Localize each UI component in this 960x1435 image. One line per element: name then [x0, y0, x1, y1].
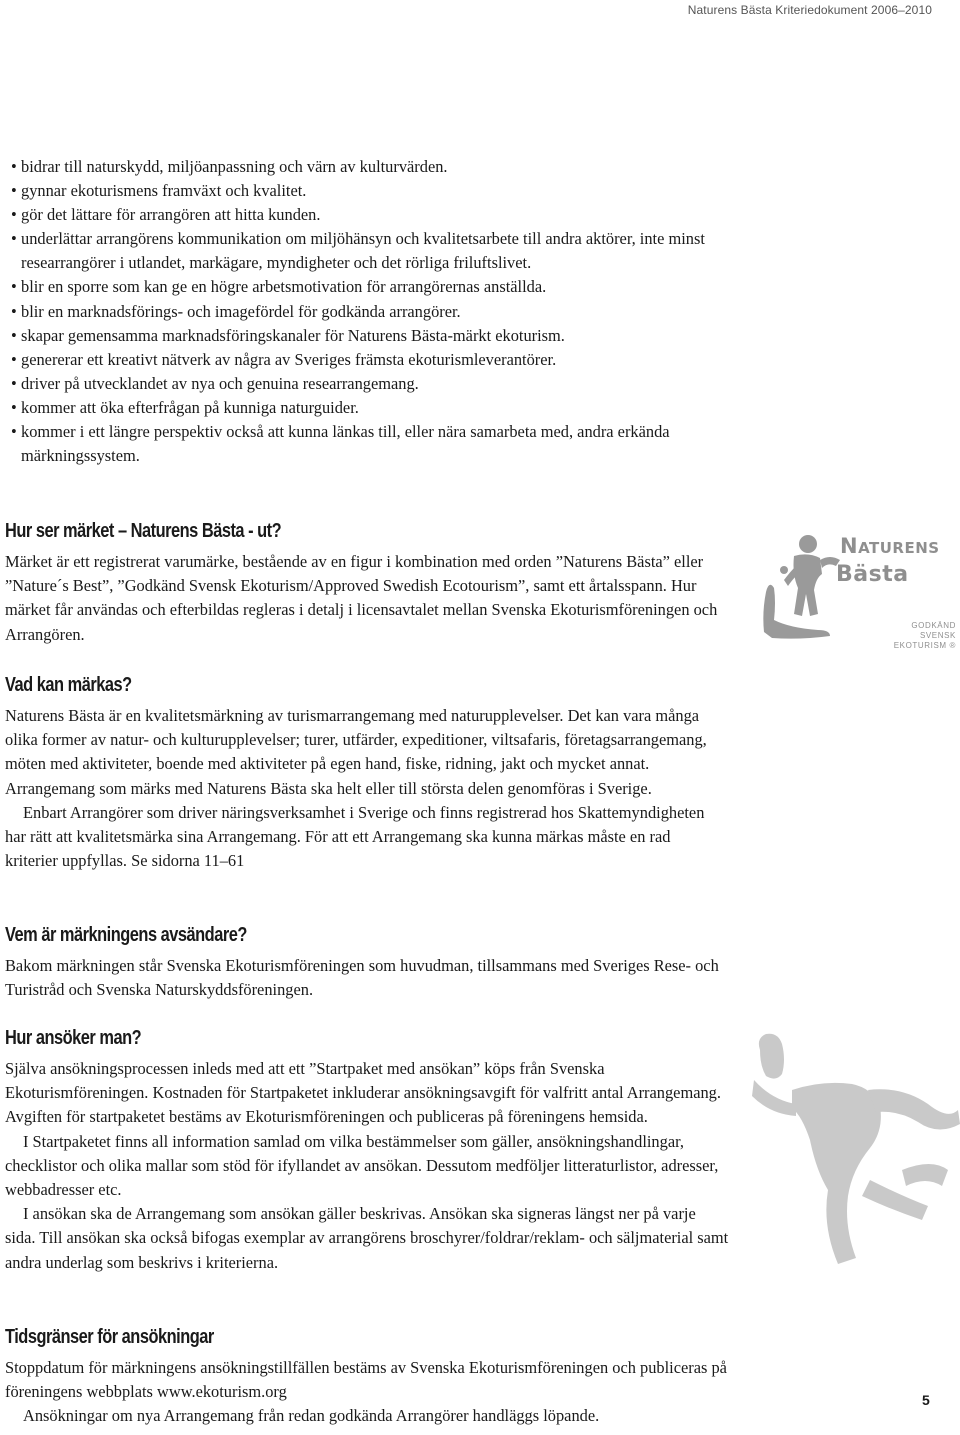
section-heading: Hur ser märket – Naturens Bästa - ut? [5, 520, 282, 542]
section-body [5, 1057, 730, 1275]
list-item: • gör det lättare för arrangören att hitta kunden. [5, 203, 733, 227]
paragraph: I Startpaketet finns all information samlad om vilka bestämmelser som gäller, ansökningshandlingar, checklistor och olika mallar som stöd för ifyllandet av ansökan. Dessutom medföljer litteraturlistor, adresser, webbadresser etc. [5, 1131, 719, 1200]
paragraph: Naturens Bästa är en kvalitetsmärkning av turismarrangemang med naturupplevelser. Det kan vara många olika former av natur- och kulturupplevelser; turer, utfärder, expeditioner, viltsafaris, företagsarrangemang, möten med aktiviteter, boende med aktiviteter på egen hand, fiske, ridning, jakt och mycket annat. Arrangemang som märks med Naturens Bästa ska helt eller till största delen genomföras i Sverige. [5, 706, 707, 798]
paragraph: Ansökningar om nya Arrangemang från redan godkända Arrangörer handläggs löpande. [23, 1406, 600, 1426]
dancing-figure-illustration [752, 1020, 960, 1265]
logo-title-line1: Naturens [840, 534, 940, 558]
section-body [5, 1356, 733, 1429]
running-header: Naturens Bästa Kriteriedokument 2006–2010 [687, 3, 932, 17]
paragraph: Bakom märkningen står Svenska Ekoturismföreningen som huvudman, tillsammans med Sveriges Rese- och Turistråd och Svenska Naturskyddsföreningen. [5, 956, 719, 1000]
paragraph: Märket är ett registrerat varumärke, bestående av en figur i kombination med orden ”Naturens Bästa” eller ”Nature´s Best”, ”Godkänd Svensk Ekoturism/Approved Swedish Ecotourism”, samt ett årtalsspann. Hur märket får användas och efterbildas regleras i detalj i licensavtalet mellan Svenska Ekoturismföreningen och Arrangören. [5, 552, 718, 644]
paragraph: I ansökan ska de Arrangemang som ansökan gäller beskrivas. Ansökan ska signeras längst ner på varje sida. Till ansökan ska också bifogas exemplar av arrangörens broschyrer/foldrar/reklam- och säljmaterial samt andra underlag som beskrivs i kriterierna. [5, 1204, 729, 1272]
section-heading: Vem är märkningens avsändare? [5, 924, 247, 946]
logo-title-line2: Bästa [836, 562, 909, 587]
list-item: • underlättar arrangörens kommunikation om miljöhänsyn och kvalitetsarbete till andra aktörer, inte minst researrangörer i utlandet, markägare, myndigheter och det rörliga friluftslivet. [5, 227, 711, 275]
logo-subtitle-2: SVENSK [919, 631, 956, 640]
section-body [5, 954, 727, 1002]
page-number: 5 [922, 1392, 930, 1408]
section-body [5, 704, 727, 873]
paragraph: Enbart Arrangörer som driver näringsverksamhet i Sverige och finns registrerad hos Skattemyndigheten har rätt att kvalitetsmärka sina Arrangemang. För att ett Arrangemang ska kunna märkas måste en rad kriterier uppfyllas. Se sidorna 11–61 [5, 802, 705, 871]
list-item: • genererar ett kreativt nätverk av några av Sveriges främsta ekoturismleverantörer. [5, 348, 733, 372]
section-heading: Hur ansöker man? [5, 1027, 142, 1049]
list-item: • kommer att öka efterfrågan på kunniga naturguider. [5, 396, 733, 420]
logo-subtitle-1: GODKÄND [911, 621, 956, 630]
paragraph: Själva ansökningsprocessen inleds med att ett ”Startpaket med ansökan” köps från Svenska Ekoturismföreningen. Kostnaden för Startpaketet inkluderar ansökningsavgift för valfritt antal Arrangemang. Avgiften för startpaketet bestäms av Ekoturismföreningen och publiceras på föreningens hemsida. [5, 1059, 721, 1127]
section-heading: Tidsgränser för ansökningar [5, 1326, 214, 1348]
list-item: • blir en sporre som kan ge en högre arbetsmotivation för arrangörernas anställda. [5, 275, 733, 299]
paragraph: Stoppdatum för märkningens ansökningstillfällen bestäms av Svenska Ekoturismföreningen och publiceras på föreningens webbplats www.ekoturism.org [5, 1358, 727, 1402]
list-item: • driver på utvecklandet av nya och genuina researrangemang. [5, 372, 733, 396]
list-item: • bidrar till naturskydd, miljöanpassning och värn av kulturvärden. [5, 155, 733, 179]
logo-subtitle-3: EKOTURISM ® [893, 641, 956, 650]
list-item: • blir en marknadsförings- och imagefördel för godkända arrangörer. [5, 300, 733, 324]
list-item: • kommer i ett längre perspektiv också att kunna länkas till, eller nära samarbeta med, andra erkända märkningssystem. [5, 420, 721, 468]
section-body [5, 550, 733, 647]
list-item: • skapar gemensamma marknadsföringskanaler för Naturens Bästa-märkt ekoturism. [5, 324, 733, 348]
section-heading: Vad kan märkas? [5, 674, 132, 696]
benefits-list [5, 155, 733, 468]
list-item: • gynnar ekoturismens framväxt och kvalitet. [5, 179, 733, 203]
